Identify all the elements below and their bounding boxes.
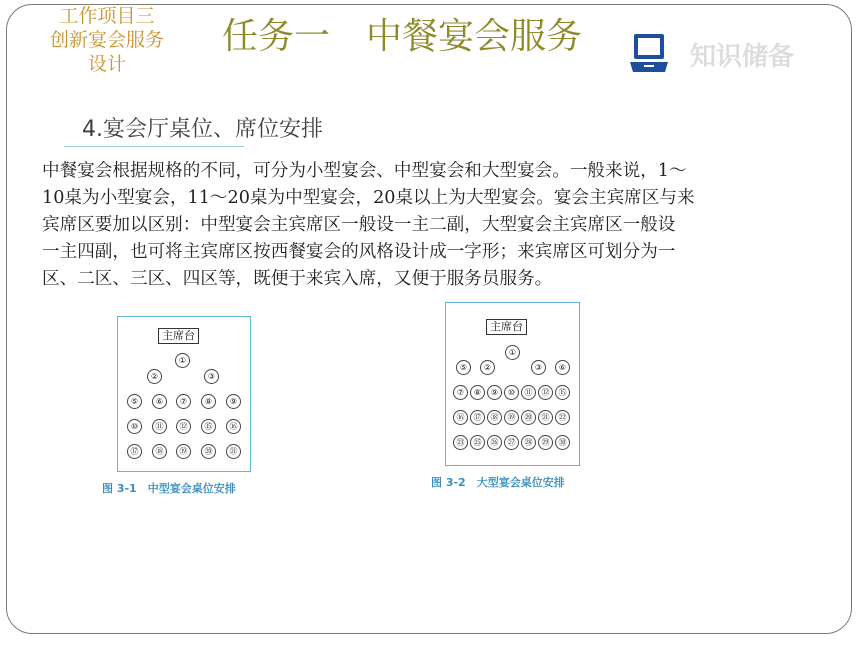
table-seat: ⑧ (201, 394, 216, 409)
table-seat: ⑪ (521, 385, 536, 400)
table-seat: ⑱ (152, 444, 167, 459)
table-seat: ⑨ (487, 385, 502, 400)
table-seat: ㉘ (521, 435, 536, 450)
table-seat: ⑰ (470, 410, 485, 425)
table-seat: ① (175, 353, 190, 368)
table-seat: ㉖ (487, 435, 502, 450)
table-seat: ㉓ (453, 435, 468, 450)
paragraph-line: 中餐宴会根据规格的不同，可分为小型宴会、中型宴会和大型宴会。一般来说，1～ (42, 161, 687, 181)
table-seat: ⑲ (504, 410, 519, 425)
table-seat: ⑪ (152, 419, 167, 434)
paragraph-line: 10桌为小型宴会，11～20桌为中型宴会，20桌以上为大型宴会。宴会主宾席区与来 (42, 188, 695, 208)
laptop-icon (628, 31, 670, 75)
table-seat: ⑦ (453, 385, 468, 400)
table-seat: ㉕ (470, 435, 485, 450)
project-title-line: 创新宴会服务 (49, 29, 164, 51)
paragraph-line: 宾席区要加以区别：中型宴会主宾席区一般设一主二副，大型宴会主宾席区一般设 (42, 215, 676, 235)
table-seat: ③ (204, 369, 219, 384)
table-seat: ⑥ (152, 394, 167, 409)
table-seat: ⑤ (127, 394, 142, 409)
project-title (22, 4, 192, 76)
table-seat: ⑩ (504, 385, 519, 400)
figure-caption: 图 3-1 中型宴会桌位安排 (102, 482, 236, 495)
table-seat: ㉒ (555, 410, 570, 425)
table-seat: ㉙ (538, 435, 553, 450)
table-seat: ⑩ (127, 419, 142, 434)
table-seat: ② (147, 369, 162, 384)
table-seat: ㉑ (226, 444, 241, 459)
head-table-label: 主席台 (158, 328, 199, 344)
figure-large-banquet-layout (445, 302, 580, 466)
table-seat: ⑨ (226, 394, 241, 409)
table-seat: ⑯ (226, 419, 241, 434)
table-seat: ③ (531, 360, 546, 375)
table-seat: ⑧ (470, 385, 485, 400)
table-seat: ⑤ (456, 360, 471, 375)
table-seat: ⑮ (555, 385, 570, 400)
head-table-label: 主席台 (486, 319, 527, 335)
table-seat: ⑲ (176, 444, 191, 459)
table-seat: ⑳ (201, 444, 216, 459)
section-label: 知识储备 (690, 42, 795, 72)
table-seat: ② (480, 360, 495, 375)
task-title: 任务一 中餐宴会服务 (222, 16, 583, 57)
table-seat: ㉑ (538, 410, 553, 425)
table-seat: ⑱ (487, 410, 502, 425)
table-seat: ⑳ (521, 410, 536, 425)
table-seat: ① (505, 345, 520, 360)
table-seat: ⑥ (555, 360, 570, 375)
table-seat: ㉗ (504, 435, 519, 450)
table-seat: ⑫ (176, 419, 191, 434)
figure-medium-banquet-layout (117, 316, 251, 472)
project-title-line: 工作项目三 (59, 5, 155, 27)
table-seat: ⑯ (453, 410, 468, 425)
table-seat: ⑫ (538, 385, 553, 400)
paragraph-line: 区、二区、三区、四区等，既便于来宾入席，又便于服务员服务。 (42, 269, 553, 289)
table-seat: ⑮ (201, 419, 216, 434)
subtitle: 4.宴会厅桌位、席位安排 (82, 117, 323, 142)
paragraph-line: 一主四副，也可将主宾席区按西餐宴会的风格设计成一字形；来宾席区可划分为一 (42, 242, 676, 262)
body-paragraph (42, 158, 832, 293)
subtitle-underline (64, 146, 244, 147)
project-title-line: 设计 (87, 53, 126, 75)
table-seat: ⑦ (176, 394, 191, 409)
figure-caption: 图 3-2 大型宴会桌位安排 (431, 476, 565, 489)
table-seat: ⑰ (127, 444, 142, 459)
table-seat: ㉚ (555, 435, 570, 450)
